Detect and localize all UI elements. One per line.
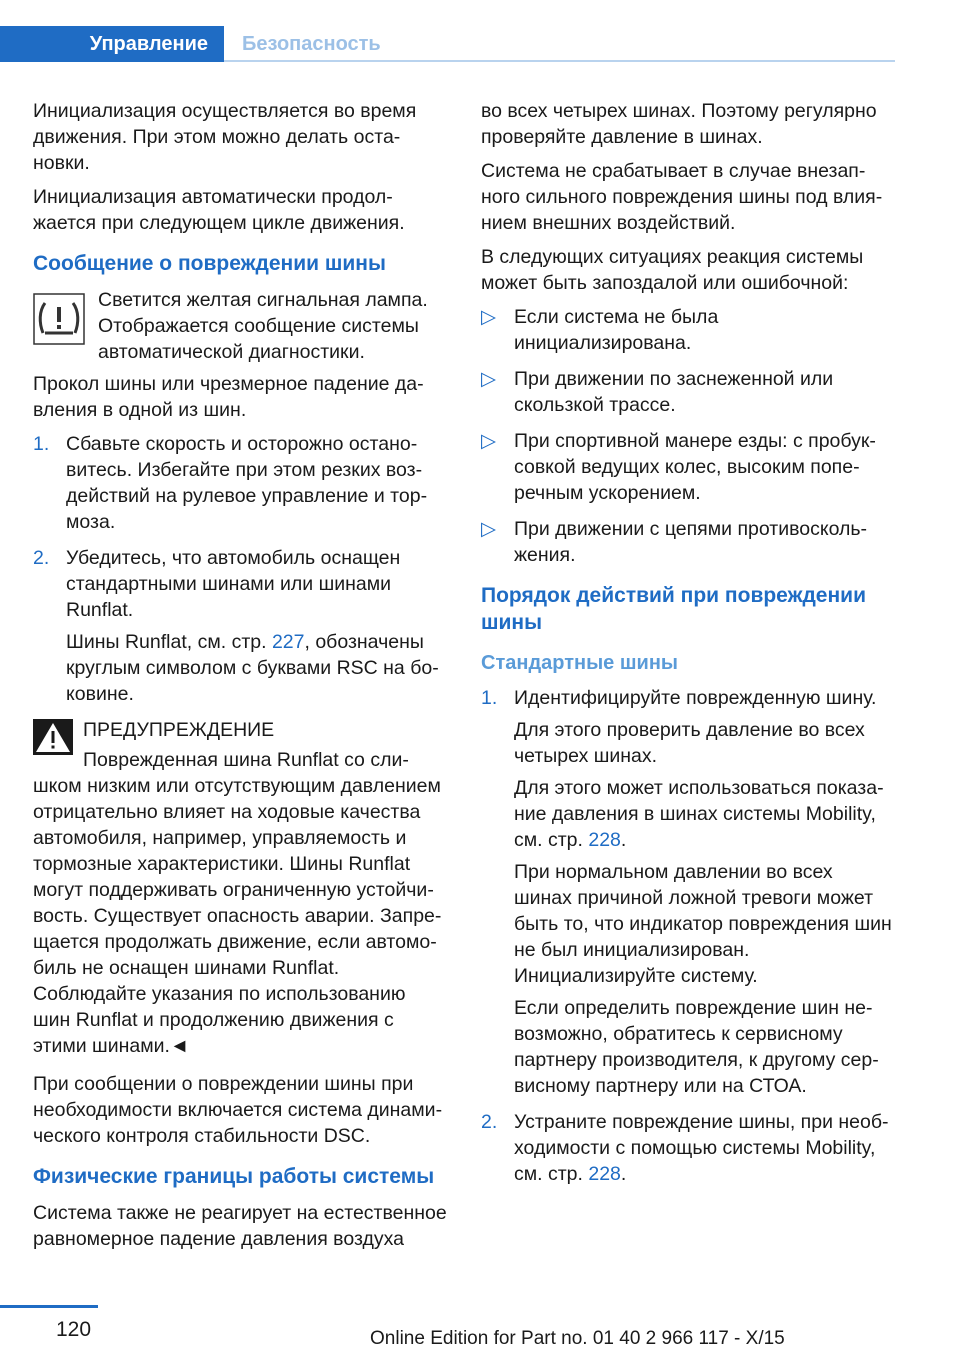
step-number: 2. bbox=[33, 547, 50, 569]
paragraph: При сообщении о повреждении шины при необходимости включается система динамического контроля стабильности DSC. bbox=[33, 1073, 443, 1147]
page-link-228[interactable]: 228 bbox=[588, 1163, 621, 1185]
step-subtext: Для этого проверить давление во всех четырех шинах. bbox=[514, 719, 865, 767]
tab-control-label: Управление bbox=[89, 32, 208, 55]
bullet-triangle-icon: ▷ bbox=[481, 368, 496, 390]
paragraph: В следующих ситуациях реакция системы может быть запоздалой или ошибочной: bbox=[481, 246, 864, 294]
step-text: Идентифицируйте поврежденную шину. bbox=[514, 687, 877, 709]
right-column bbox=[481, 98, 895, 1197]
footer-rule bbox=[0, 1305, 98, 1308]
edition-footer bbox=[370, 1328, 785, 1350]
step-number: 1. bbox=[481, 687, 498, 709]
paragraph: Прокол шины или чрезмерное падение давления в одной из шин. bbox=[33, 373, 424, 421]
list-item bbox=[481, 428, 895, 506]
text-run: Для этого может использоваться показание давления в шинах системы Mobility, см. стр. bbox=[514, 777, 884, 851]
section-heading: Физические границы работы системы bbox=[33, 1165, 435, 1188]
step-number: 1. bbox=[33, 433, 50, 455]
bullet-triangle-icon: ▷ bbox=[481, 306, 496, 328]
list-item bbox=[481, 366, 895, 418]
text-run: . bbox=[620, 829, 627, 851]
section-heading: Порядок действий при повреждении шины bbox=[481, 584, 866, 634]
list-item bbox=[481, 304, 895, 356]
paragraph: Инициализация автоматически продолжается при следующем цикле движения. bbox=[33, 186, 405, 234]
step-subtext bbox=[514, 775, 895, 853]
warning-lamp-block bbox=[33, 287, 448, 365]
warning-title: ПРЕДУПРЕЖДЕНИЕ bbox=[83, 719, 275, 741]
list-item bbox=[481, 685, 895, 1099]
page-link-228[interactable]: 228 bbox=[588, 829, 621, 851]
page-number: 120 bbox=[56, 1318, 92, 1341]
page-link-227[interactable]: 227 bbox=[271, 631, 305, 653]
bullet-text: Если система не была инициализирована. bbox=[514, 306, 719, 354]
tab-divider bbox=[224, 60, 895, 62]
paragraph: Инициализация осуществляется во время движения. При этом можно делать остановки. bbox=[33, 100, 417, 174]
steps-list bbox=[481, 685, 895, 1187]
warning-triangle-icon bbox=[33, 719, 73, 755]
list-item bbox=[33, 545, 448, 707]
step-subtext: При нормальном давлении во всех шинах причиной ложной тревоги может быть то, что индикатор повреждения шин не был инициализирован. Инициализируйте систему. bbox=[514, 861, 892, 987]
conditions-list bbox=[481, 304, 895, 568]
list-item bbox=[481, 516, 895, 568]
bullet-text: При спортивной манере езды: с пробуксовкой ведущих колес, высоким поперечным ускорением. bbox=[514, 430, 876, 504]
step-text: Убедитесь, что автомобиль оснащен стандартными шинами или шинами Runflat. bbox=[66, 547, 401, 621]
warning-text-run: Поврежденная шина Runflat со слишком низким или отсутствующим давлением отрицательно влияет на ходовые качества автомобиля, например, управляемость и тормозные характеристики. Шины Runflat могут поддерживать ограниченную устойчивость. Существует опасность аварии. Запрещается продолжать движение, если автомобиль не оснащен шинами Runflat. Соблюдайте указания по использованию шин Runflat и продолжению движения с этими шинами.◄ bbox=[33, 749, 442, 1057]
tab-safety[interactable] bbox=[224, 26, 381, 62]
paragraph: во всех четырех шинах. Поэтому регулярно проверяйте давление в шинах. bbox=[481, 100, 877, 148]
bullet-text: При движении с цепями противоскольжения. bbox=[514, 518, 868, 566]
step-text bbox=[514, 1109, 895, 1187]
bullet-text: При движении по заснеженной или скользкой трассе. bbox=[514, 368, 834, 416]
text-run: Устраните повреждение шины, при необходимости с помощью системы Mobility, см. стр. bbox=[514, 1111, 889, 1185]
tire-pressure-warning-icon bbox=[33, 293, 85, 345]
step-subtext bbox=[66, 629, 448, 707]
bullet-triangle-icon: ▷ bbox=[481, 430, 496, 452]
edition-text: Online Edition for Part no. 01 40 2 966 117 - X/15 bbox=[370, 1328, 785, 1349]
warning-text bbox=[33, 747, 448, 1059]
list-item bbox=[33, 431, 448, 535]
steps-list bbox=[33, 431, 448, 707]
warning-lamp-text: Светится желтая сигнальная лампа. Отображается сообщение системы автоматической диагностики. bbox=[98, 289, 428, 363]
text-run: . bbox=[620, 1163, 627, 1185]
step-text: Сбавьте скорость и осторожно остановитесь. Избегайте при этом резких воздействий на рулевое управление и тормоза. bbox=[66, 433, 428, 533]
tab-control[interactable] bbox=[0, 26, 224, 62]
text-run: , обозначены круглым символом с буквами RSC на боковине. bbox=[66, 631, 439, 705]
paragraph: Система не срабатывает в случае внезапного сильного повреждения шины под влиянием внешних воздействий. bbox=[481, 160, 883, 234]
warning-box bbox=[33, 717, 448, 1059]
chapter-tabbar bbox=[0, 26, 895, 62]
bullet-triangle-icon: ▷ bbox=[481, 518, 496, 540]
tab-safety-label: Безопасность bbox=[242, 32, 381, 55]
paragraph: Система также не реагирует на естественное равномерное падение давления воздуха bbox=[33, 1202, 447, 1250]
list-item bbox=[481, 1109, 895, 1187]
step-number: 2. bbox=[481, 1111, 498, 1133]
step-subtext: Если определить повреждение шин невозможно, обратитесь к сервисному партнеру производителя, к другому сервисному партнеру или на СТОА. bbox=[514, 997, 879, 1097]
subsection-heading: Стандартные шины bbox=[481, 652, 678, 674]
text-run: Шины Runflat, см. стр. bbox=[66, 631, 272, 653]
section-heading: Сообщение о повреждении шины bbox=[33, 252, 386, 275]
left-column bbox=[33, 98, 448, 1260]
